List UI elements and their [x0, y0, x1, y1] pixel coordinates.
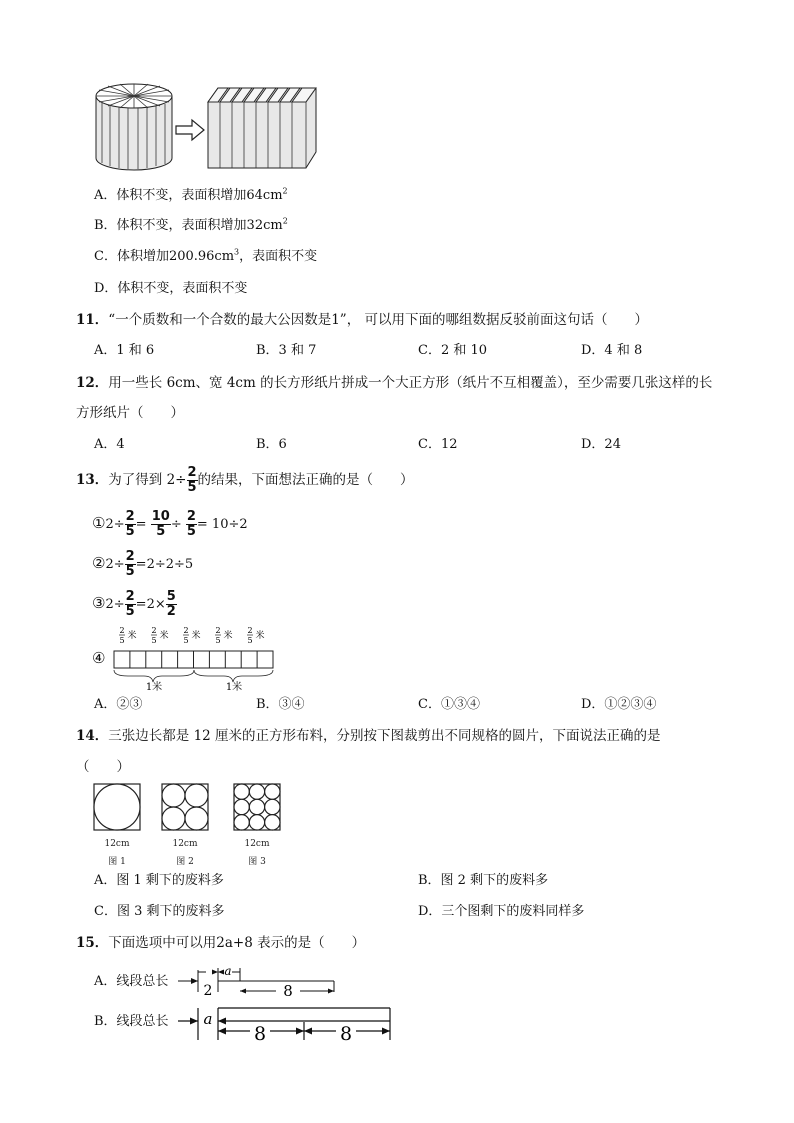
svg-text:5: 5	[247, 636, 253, 645]
svg-text:2: 2	[119, 626, 125, 635]
cylinder-transform-figure	[88, 78, 328, 178]
svg-text:米: 米	[159, 631, 169, 641]
q10-option-c[interactable]: C．体积增加$200.96cm^3$，表面积不变	[94, 247, 318, 264]
fig3-size: 12cm	[244, 839, 270, 849]
q10-option-d[interactable]: D．体积不变，表面积不变	[94, 281, 248, 296]
fig1-size: 12cm	[104, 839, 130, 849]
fig3-label: 图 3	[248, 857, 266, 867]
q14-option-c[interactable]: C．图 3 剩下的废料多	[94, 904, 225, 919]
q13-method-4-marker: ④	[92, 649, 106, 667]
svg-text:5: 5	[215, 636, 221, 645]
q13-method-3: ③2÷ $\frac{2}{5}$ =2× $\frac{5}{2}$	[92, 589, 176, 619]
q11-stem: 11．“一个质数和一个合数的最大公因数是1”， 可以用下面的哪组数据反驳前面这句话（ ）	[76, 312, 648, 328]
svg-text:2: 2	[215, 626, 221, 635]
segment-label-2	[151, 626, 169, 645]
q15b-eight-label-1: 8	[253, 1023, 267, 1042]
q10-option-a[interactable]: A．体积不变，表面积增加$64cm^2$	[94, 186, 288, 203]
q15-option-a[interactable]: A．线段总长	[94, 974, 169, 989]
q14-option-b[interactable]: B．图 2 剩下的废料多	[418, 873, 549, 888]
segment-label-1	[119, 626, 137, 645]
q13-option-c[interactable]: C．①③④	[418, 697, 480, 712]
q15a-two-label: 2	[203, 983, 213, 998]
q13-method-1: ①2÷ $\frac{2}{5}$ = $\frac{10}{5}$ ÷ $\frac{2}{5}$ = 10÷2	[92, 509, 248, 539]
q13-segment-diagram	[108, 624, 278, 694]
q15b-a-label: a	[203, 1010, 213, 1028]
q13-fraction: $\frac{2}{5}$	[187, 465, 197, 495]
q10-option-b[interactable]: B．体积不变，表面积增加$32cm^2$	[94, 216, 288, 233]
cylinder-shape	[96, 84, 172, 170]
svg-text:5: 5	[119, 636, 125, 645]
svg-text:米: 米	[223, 631, 233, 641]
fig1-label: 图 1	[108, 857, 126, 867]
q11-option-c[interactable]: C．2 和 10	[418, 343, 488, 358]
q12-option-b[interactable]: B．6	[256, 437, 287, 452]
q13-meter-label-1: 1米	[145, 682, 163, 693]
q14-figures	[88, 780, 298, 870]
svg-text:米: 米	[127, 631, 137, 641]
q12-option-a[interactable]: A．4	[94, 437, 125, 452]
q12-option-d[interactable]: D．24	[581, 437, 621, 452]
q14-option-d[interactable]: D．三个图剩下的废料同样多	[418, 904, 585, 919]
fig1-circle	[94, 784, 140, 830]
svg-text:5: 5	[151, 636, 157, 645]
q15-stem: 15．下面选项中可以用2a+8 表示的是（ ）	[76, 935, 366, 951]
q12-stem-line1: 12．用一些长 6cm、宽 4cm 的长方形纸片拼成一个大正方形（纸片不互相覆盖），至少需要几张这样的长	[76, 375, 713, 391]
q15a-a-label: a	[224, 964, 232, 978]
q13-option-a[interactable]: A．②③	[94, 697, 143, 712]
q13-option-b[interactable]: B．③④	[256, 697, 305, 712]
svg-text:2: 2	[247, 626, 253, 635]
q12-stem-line2: 方形纸片（ ）	[76, 405, 184, 421]
q15-option-b-diagram	[176, 1000, 396, 1042]
q15-option-a-diagram	[176, 962, 346, 998]
fig2-size: 12cm	[172, 839, 198, 849]
fig2-label: 图 2	[176, 857, 194, 867]
arrow-right-icon	[176, 120, 204, 140]
segment-label-4	[215, 626, 233, 645]
svg-text:2: 2	[151, 626, 157, 635]
q11-option-d[interactable]: D．4 和 8	[581, 343, 643, 358]
svg-text:米: 米	[255, 631, 265, 641]
q13-method-2: ②2÷ $\frac{2}{5}$ =2÷2÷5	[92, 549, 194, 579]
q12-option-c[interactable]: C．12	[418, 437, 458, 452]
q15a-eight-label: 8	[283, 982, 293, 998]
q14-option-a[interactable]: A．图 1 剩下的废料多	[94, 873, 224, 888]
q15-option-b[interactable]: B．线段总长	[94, 1014, 169, 1029]
q14-stem-line1: 14．三张边长都是 12 厘米的正方形布料，分别按下图裁剪出不同规格的圆片，下面说法正确的是	[76, 728, 661, 744]
q14-stem-line2: （ ）	[76, 759, 130, 775]
q13-stem: 13．为了得到 2÷ $\frac{2}{5}$ 的结果，下面想法正确的是（ ）	[76, 465, 414, 495]
q11-option-b[interactable]: B．3 和 7	[256, 343, 317, 358]
segment-label-5	[247, 626, 265, 645]
svg-text:米: 米	[191, 631, 201, 641]
q13-meter-label-2: 1米	[225, 682, 243, 693]
q11-option-a[interactable]: A．1 和 6	[94, 343, 155, 358]
svg-text:2: 2	[183, 626, 189, 635]
rearranged-prism	[208, 88, 316, 168]
svg-text:5: 5	[183, 636, 189, 645]
q13-option-d[interactable]: D．①②③④	[581, 697, 657, 712]
q15b-eight-label-2: 8	[339, 1023, 353, 1042]
segment-label-3	[183, 626, 201, 645]
